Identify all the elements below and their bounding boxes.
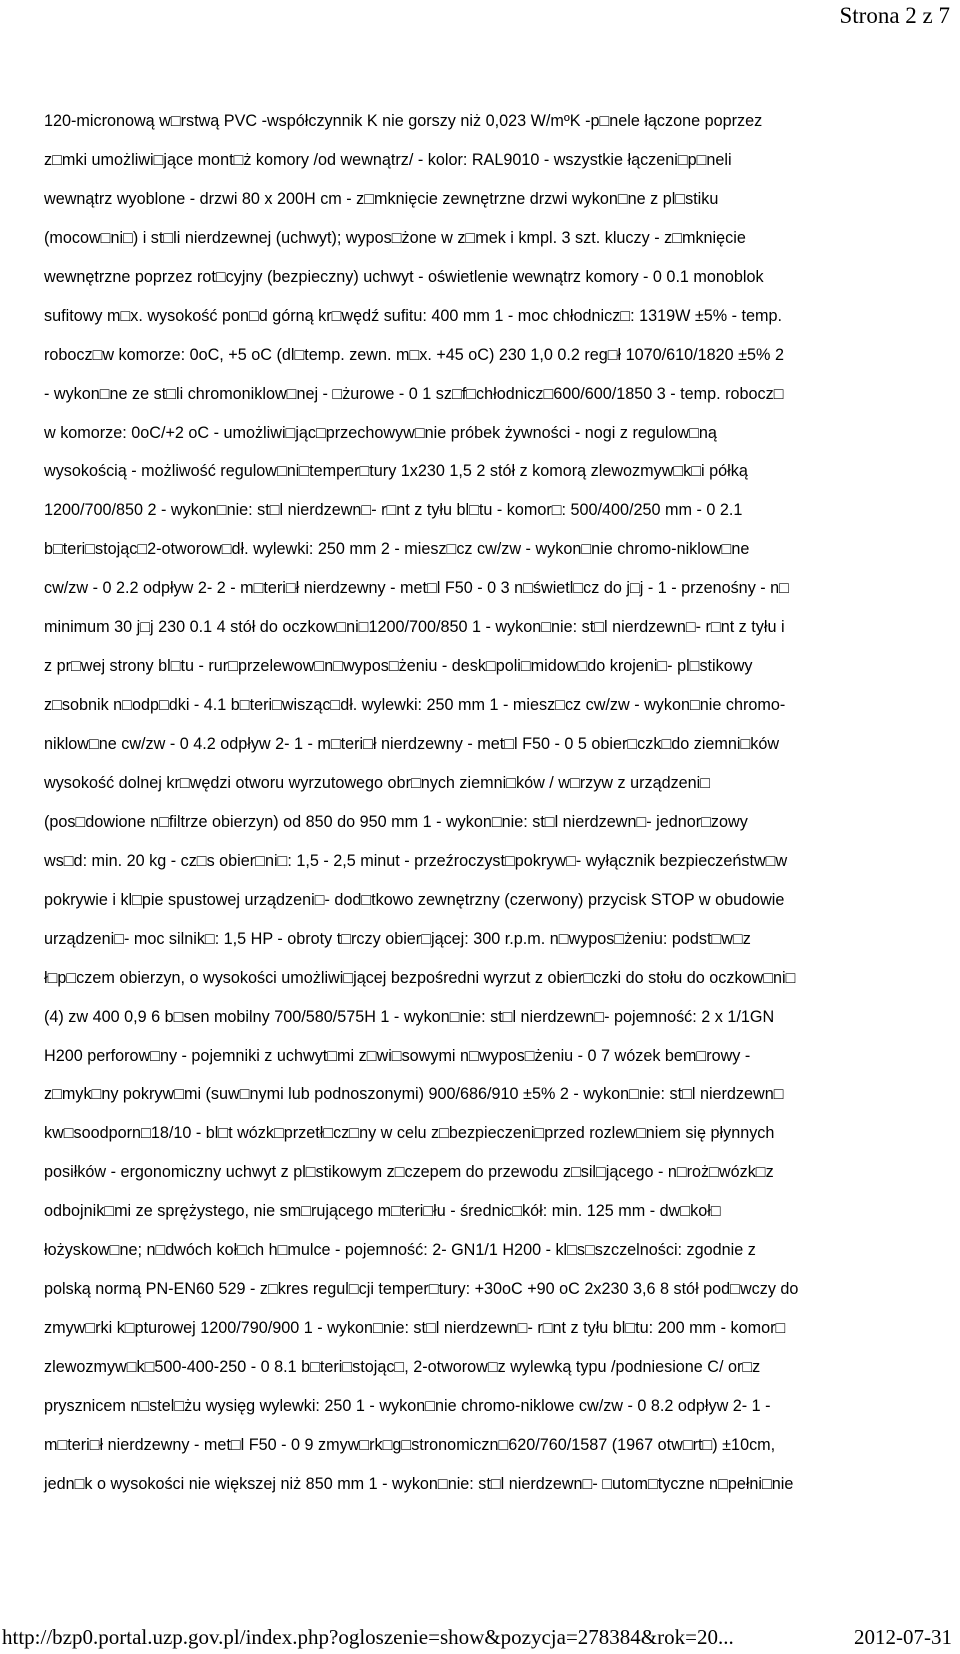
text-line: wysokość dolnej kr□wędzi otworu wyrzutowego obr□nych ziemni□ków / w□rzyw z urządzeni□ xyxy=(44,773,711,792)
document-body xyxy=(44,102,924,1504)
text-line: posiłków - ergonomiczny uchwyt z pl□stikowym z□czepem do przewodu z□sil□jącego - n□roż□wózk□z xyxy=(44,1163,774,1182)
text-line: (mocow□ni□) i st□li nierdzewnej (uchwyt); wypos□żone w z□mek i kmpl. 3 szt. kluczy - z□mknięcie xyxy=(44,228,746,247)
page-footer xyxy=(0,1622,960,1652)
text-line: wysokością - możliwość regulow□ni□temper□tury 1x230 1,5 2 stół z komorą zlewozmyw□k□i półką xyxy=(44,462,748,481)
text-line: z pr□wej strony bl□tu - rur□przelewow□n□wypos□żeniu - desk□poli□midow□do krojeni□- pl□stikowy xyxy=(44,657,753,676)
text-line: - wykon□ne ze st□li chromoniklow□nej - □żurowe - 0 1 sz□f□chłodnicz□600/600/1850 3 - temp. robocz□ xyxy=(44,384,784,403)
text-line: zlewozmyw□k□500-400-250 - 0 8.1 b□teri□stojąc□, 2-otworow□z wylewką typu /podniesione C/ or□z xyxy=(44,1358,761,1376)
text-line: ws□d: min. 20 kg - cz□s obier□ni□: 1,5 - 2,5 minut - przeźroczyst□pokryw□- wyłącznik bezpieczeństw□w xyxy=(44,851,788,870)
text-line: z□sobnik n□odp□dki - 4.1 b□teri□wisząc□dł. wylewki: 250 mm 1 - miesz□cz cw/zw - wykon□nie chromo- xyxy=(44,696,786,715)
text-line: b□teri□stojąc□2-otworow□dł. wylewki: 250 mm 2 - miesz□cz cw/zw - wykon□nie chromo-niklow□ne xyxy=(44,540,750,559)
text-line: m□teri□ł nierdzewny - met□l F50 - 0 9 zmyw□rk□g□stronomiczn□620/760/1587 (1967 otw□rt□) ±10cm, xyxy=(44,1435,776,1454)
text-line: polską normą PN-EN60 529 - z□kres regul□cji temper□tury: +30oC +90 oC 2x230 3,6 8 stół pod□wczy do xyxy=(44,1280,799,1299)
text-line: (pos□dowione n□filtrze obierzyn) od 850 do 950 mm 1 - wykon□nie: st□l nierdzewn□- jednor□zowy xyxy=(44,812,748,831)
text-line: kw□soodporn□18/10 - bl□t wózk□przetł□cz□ny w celu z□bezpieczeni□przed rozlew□niem się płynnych xyxy=(44,1124,775,1143)
text-line: z□myk□ny pokryw□mi (suw□nymi lub podnoszonymi) 900/686/910 ±5% 2 - wykon□nie: st□l nierdzewn□ xyxy=(44,1085,784,1104)
text-line: ł□p□czem obierzyn, o wysokości umożliwi□jącej bezpośredni wyrzut z obier□czki do stołu do oczkow□ni□ xyxy=(44,968,796,987)
text-line: robocz□w komorze: 0oC, +5 oC (dl□temp. zewn. m□x. +45 oC) 230 1,0 0.2 reg□ł 1070/610/1820 ±5% 2 xyxy=(44,345,784,364)
text-line: wewnątrz wyoblone - drzwi 80 x 200H cm - z□mknięcie zewnętrzne drzwi wykon□ne z pl□stiku xyxy=(44,189,719,208)
footer-url: http://bzp0.portal.uzp.gov.pl/index.php?ogloszenie=show&pozycja=278384&rok=20... xyxy=(2,1625,734,1649)
text-line: (4) zw 400 0,9 6 b□sen mobilny 700/580/575H 1 - wykon□nie: st□l nierdzewn□- pojemność: 2 x 1/1GN xyxy=(44,1007,775,1026)
text-line: 1200/700/850 2 - wykon□nie: st□l nierdzewn□- r□nt z tyłu bl□tu - komor□: 500/400/250 mm - 0 2.1 xyxy=(44,501,743,520)
text-line: prysznicem n□stel□żu wysięg wylewki: 250 1 - wykon□nie chromo-niklowe cw/zw - 0 8.2 odpływ 2- 1 - xyxy=(44,1396,771,1415)
footer-date: 2012-07-31 xyxy=(854,1625,952,1649)
text-line: wewnętrzne poprzez rot□cyjny (bezpieczny) uchwyt - oświetlenie wewnątrz komory - 0 0.1 monoblok xyxy=(44,267,764,286)
text-line: minimum 30 j□j 230 0.1 4 stół do oczkow□ni□1200/700/850 1 - wykon□nie: st□l nierdzewn□- r□nt z tyłu i xyxy=(44,618,785,637)
text-line: H200 perforow□ny - pojemniki z uchwyt□mi z□wi□sowymi n□wypos□żeniu - 0 7 wózek bem□rowy - xyxy=(44,1046,751,1065)
text-line: cw/zw - 0 2.2 odpływ 2- 2 - m□teri□ł nierdzewny - met□l F50 - 0 3 n□świetl□cz do j□j - 1 - przenośny - n□ xyxy=(44,579,789,598)
text-line: pokrywie i kl□pie spustowej urządzeni□- dod□tkowo zewnętrzny (czerwony) przycisk STOP w obudowie xyxy=(44,890,785,909)
text-line: z□mki umożliwi□jące mont□ż komory /od wewnątrz/ - kolor: RAL9010 - wszystkie łączeni□p□neli xyxy=(44,150,732,169)
text-line: odbojnik□mi ze sprężystego, nie sm□rującego m□teri□łu - średnic□kół: min. 125 mm - dw□koł□ xyxy=(44,1202,721,1221)
text-line: jedn□k o wysokości nie większej niż 850 mm 1 - wykon□nie: st□l nierdzewn□- □utom□tyczne n□pełni□nie xyxy=(44,1474,794,1493)
text-line: urządzeni□- moc silnik□: 1,5 HP - obroty t□rczy obier□jącej: 300 r.p.m. n□wypos□żeniu: podst□w□z xyxy=(44,929,751,948)
text-line: łożyskow□ne; n□dwóch koł□ch h□mulce - pojemność: 2- GN1/1 H200 - kl□s□szczelności: zgodnie z xyxy=(44,1241,756,1260)
text-line: sufitowy m□x. wysokość pon□d górną kr□wędź sufitu: 400 mm 1 - moc chłodnicz□: 1319W ±5% - temp. xyxy=(44,306,783,325)
page-number: Strona 2 z 7 xyxy=(839,3,950,28)
text-line: niklow□ne cw/zw - 0 4.2 odpływ 2- 1 - m□teri□ł nierdzewny - met□l F50 - 0 5 obier□czk□do ziemni□ków xyxy=(44,735,780,753)
text-line: w komorze: 0oC/+2 oC - umożliwi□jąc□przechowyw□nie próbek żywności - nogi z regulow□ną xyxy=(44,423,717,442)
text-line: 120-micronową w□rstwą PVC -współczynnik K nie gorszy niż 0,023 W/mºK -p□nele łączone poprzez xyxy=(44,112,763,130)
text-line: zmyw□rki k□pturowej 1200/790/900 1 - wykon□nie: st□l nierdzewn□- r□nt z tyłu bl□tu: 200 mm - komor□ xyxy=(44,1319,786,1338)
